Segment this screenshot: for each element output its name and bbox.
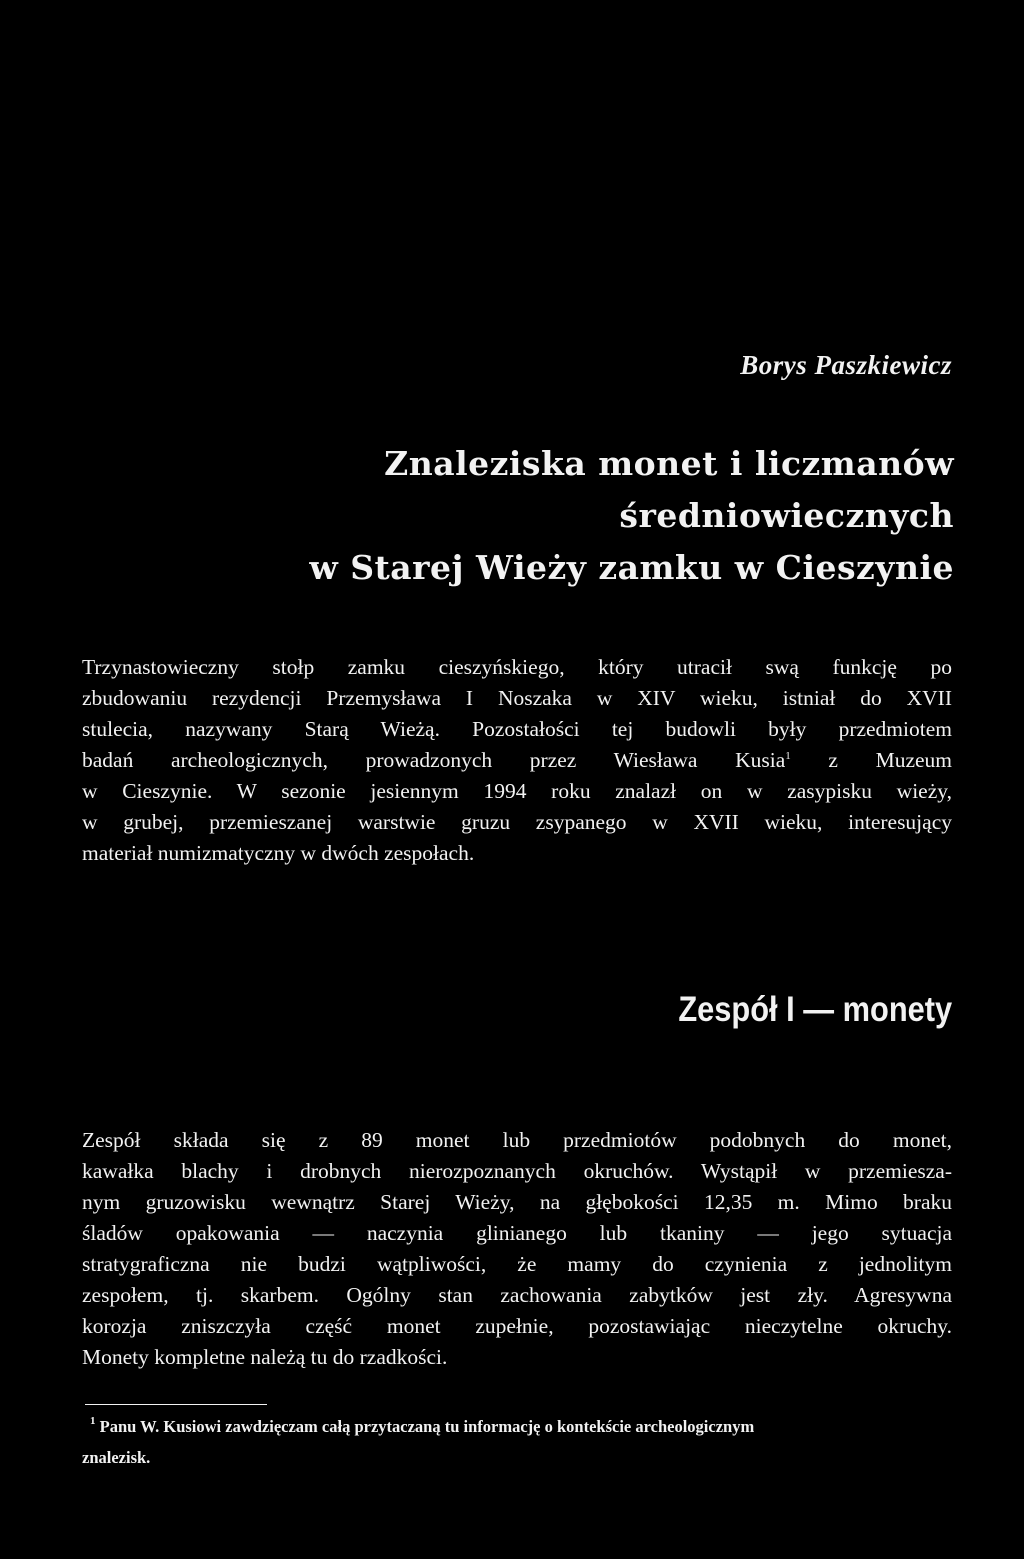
section-heading: Zespół I — monety <box>678 990 952 1029</box>
paragraph-line: materiał numizmatyczny w dwóch zespołach. <box>82 841 475 865</box>
footnote-marker: 1 <box>90 1415 96 1427</box>
paragraph-line: korozja zniszczyła część monet zupełnie, pozostawiając nieczytelne okruchy. <box>82 1314 952 1338</box>
paragraph-line: zbudowaniu rezydencji Przemysława I Noszaka w XIV wieku, istniał do XVII <box>82 686 952 710</box>
article-title <box>110 438 954 594</box>
paragraph-line: Trzynastowieczny stołp zamku cieszyńskiego, który utracił swą funkcję po <box>82 655 952 679</box>
author-name: Borys Paszkiewicz <box>740 350 952 380</box>
section-paragraph <box>82 1125 952 1373</box>
footnote-line <box>82 1411 952 1442</box>
paragraph-line: śladów opakowania — naczynia glinianego lub tkaniny — jego sytuacja <box>82 1221 952 1245</box>
footnote-text: Panu W. Kusiowi zawdzięczam całą przytaczaną tu informację o kontekście archeologicznym <box>95 1417 755 1436</box>
paragraph-line: stratygraficzna nie budzi wątpliwości, że mamy do czynienia z jednolitym <box>82 1252 952 1276</box>
footnote-divider <box>85 1404 267 1405</box>
line-text: badań archeologicznych, prowadzonych przez Wiesława Kusia <box>82 748 786 772</box>
paragraph-line: kawałka blachy i drobnych nierozpoznanych okruchów. Wystąpił w przemiesza- <box>82 1159 952 1183</box>
footnote-line: znalezisk. <box>82 1448 151 1467</box>
paragraph-line: nym gruzowisku wewnątrz Starej Wieży, na głębokości 12,35 m. Mimo braku <box>82 1190 952 1214</box>
footnote-reference: 1 <box>785 750 791 762</box>
paragraph-line: w grubej, przemieszanej warstwie gruzu zsypanego w XVII wieku, interesujący <box>82 810 952 834</box>
paragraph-line: zespołem, tj. skarbem. Ogólny stan zachowania zabytków jest zły. Agresywna <box>82 1283 952 1307</box>
line-text-tail: z Muzeum <box>790 748 952 772</box>
footnote <box>82 1411 952 1473</box>
intro-paragraph <box>82 652 952 869</box>
paragraph-line: stulecia, nazywany Starą Wieżą. Pozostałości tej budowli były przedmiotem <box>82 717 952 741</box>
paragraph-line: Monety kompletne należą tu do rzadkości. <box>82 1345 448 1369</box>
paragraph-line <box>82 745 952 776</box>
paragraph-line: Zespół składa się z 89 monet lub przedmiotów podobnych do monet, <box>82 1128 952 1152</box>
title-line-2: w Starej Wieży zamku w Cieszynie <box>309 548 954 587</box>
paragraph-line: w Cieszynie. W sezonie jesiennym 1994 roku znalazł on w zasypisku wieży, <box>82 779 952 803</box>
title-line-1: Znaleziska monet i liczmanów średniowiecznych <box>384 444 954 535</box>
